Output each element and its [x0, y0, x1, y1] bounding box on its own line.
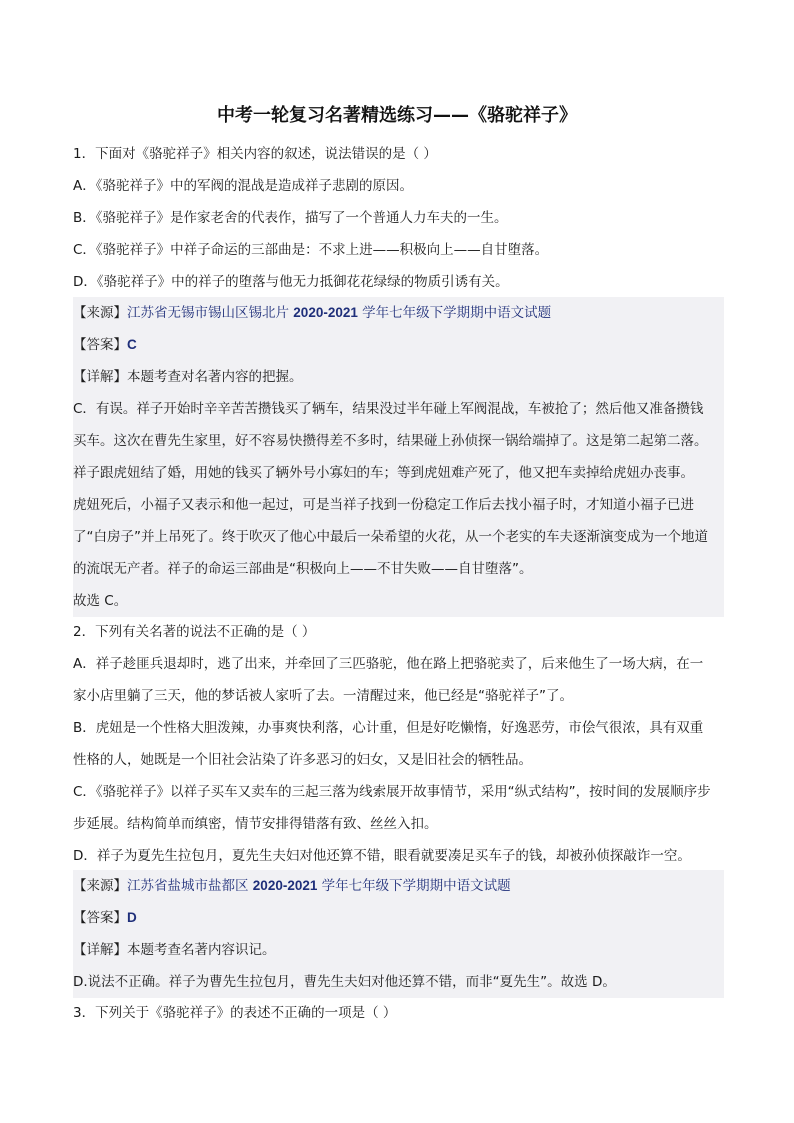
- answer-value: D: [127, 910, 137, 925]
- answer-tag: 【答案】: [73, 337, 127, 353]
- source-rest: 学年七年级下学期期中语文试题: [357, 305, 552, 321]
- q2-option-line: B．虎妞是一个性格大胆泼辣，办事爽快利落，心计重，但是好吃懒惰，好逸恶劳，市侩气很浓，具有双重: [73, 720, 704, 736]
- q1-detail-line: 故选 C。: [73, 585, 724, 617]
- q2-detail: [73, 934, 724, 966]
- q1-stem: 1．下面对《骆驼祥子》相关内容的叙述，说法错误的是（ ）: [73, 146, 437, 162]
- q2-option-line: D．祥子为夏先生拉包月，夏先生夫妇对他还算不错，眼看就要凑足买车子的钱，却被孙侦探敲诈一空。: [73, 848, 691, 864]
- q1-detail-line: 虎妞死后，小福子又表示和他一起过，可是当祥子找到一份稳定工作后去找小福子时，才知道小福子已进: [73, 489, 724, 521]
- q1-detail: [73, 361, 724, 393]
- source-tag: 【来源】: [73, 878, 127, 894]
- q1-source: [73, 297, 724, 329]
- source-place: 江苏省无锡市锡山区锡北片: [127, 305, 294, 321]
- q2-answer: [73, 902, 724, 934]
- q2-detail-line: D.说法不正确。祥子为曹先生拉包月，曹先生夫妇对他还算不错，而非“夏先生”。故选 D。: [73, 966, 724, 998]
- answer-tag: 【答案】: [73, 910, 127, 926]
- answer-value: C: [127, 337, 137, 352]
- q2-option-line: 家小店里躺了三天，他的梦话被人家听了去。一清醒过来，他已经是“骆驼祥子”了。: [73, 688, 573, 704]
- source-tag: 【来源】: [73, 305, 127, 321]
- q2-option-line: A．祥子趁匪兵退却时，逃了出来，并牵回了三匹骆驼，他在路上把骆驼卖了，后来他生了一场大病，在一: [73, 656, 704, 672]
- q1-detail-line: C．有误。祥子开始时辛辛苦苦攒钱买了辆车，结果没过半年碰上军阀混战，车被抢了；然后他又准备攒钱: [73, 393, 724, 425]
- q2-option-line: C．《骆驼祥子》以祥子买车又卖车的三起三落为线索展开故事情节，采用“纵式结构”，按时间的发展顺序步: [73, 784, 711, 800]
- q1-option-b: B．《骆驼祥子》是作家老舍的代表作，描写了一个普通人力车夫的一生。: [73, 210, 508, 226]
- page-title: 中考一轮复习名著精选练习——《骆驼祥子》: [217, 105, 577, 126]
- q1-answer: [73, 329, 724, 361]
- q1-option-a: A．《骆驼祥子》中的军阀的混战是造成祥子悲剧的原因。: [73, 178, 413, 194]
- q2-option-line: 性格的人，她既是一个旧社会沾染了许多恶习的妇女，又是旧社会的牺牲品。: [73, 752, 532, 768]
- detail-intro: 本题考查对名著内容的把握。: [127, 369, 303, 385]
- q1-option-d: D．《骆驼祥子》中的祥子的堕落与他无力抵御花花绿绿的物质引诱有关。: [73, 274, 509, 290]
- q1-detail-line: 的流氓无产者。祥子的命运三部曲是“积极向上——不甘失败——自甘堕落”。: [73, 553, 724, 585]
- q1-detail-line: 买车。这次在曹先生家里，好不容易快攒得差不多时，结果碰上孙侦探一锅给端掉了。这是第二起第二落。: [73, 425, 724, 457]
- q2-option-line: 步延展。结构简单而缜密，情节安排得错落有致、丝丝入扣。: [73, 816, 438, 832]
- q1-option-c: C．《骆驼祥子》中祥子命运的三部曲是：不求上进——积极向上——自甘堕落。: [73, 242, 549, 258]
- q1-detail-line: 了“白房子”并上吊死了。终于吹灭了他心中最后一朵希望的火花，从一个老实的车夫逐渐演变成为一个地道: [73, 521, 724, 553]
- q3-stem: 3．下列关于《骆驼祥子》的表述不正确的一项是（ ）: [73, 1005, 397, 1021]
- detail-intro: 本题考查名著内容识记。: [127, 942, 276, 958]
- q2-stem: 2．下列有关名著的说法不正确的是（ ）: [73, 624, 316, 640]
- q2-source: [73, 870, 724, 902]
- source-rest: 学年七年级下学期期中语文试题: [317, 878, 511, 894]
- q1-detail-line: 祥子跟虎妞结了婚，用她的钱买了辆外号小寡妇的车；等到虎妞难产死了，他又把车卖掉给虎妞办丧事。: [73, 457, 724, 489]
- detail-tag: 【详解】: [73, 369, 127, 385]
- detail-tag: 【详解】: [73, 942, 127, 958]
- source-place: 江苏省盐城市盐都区: [127, 878, 253, 894]
- source-years: 2020-2021: [293, 305, 358, 320]
- source-years: 2020-2021: [252, 878, 318, 893]
